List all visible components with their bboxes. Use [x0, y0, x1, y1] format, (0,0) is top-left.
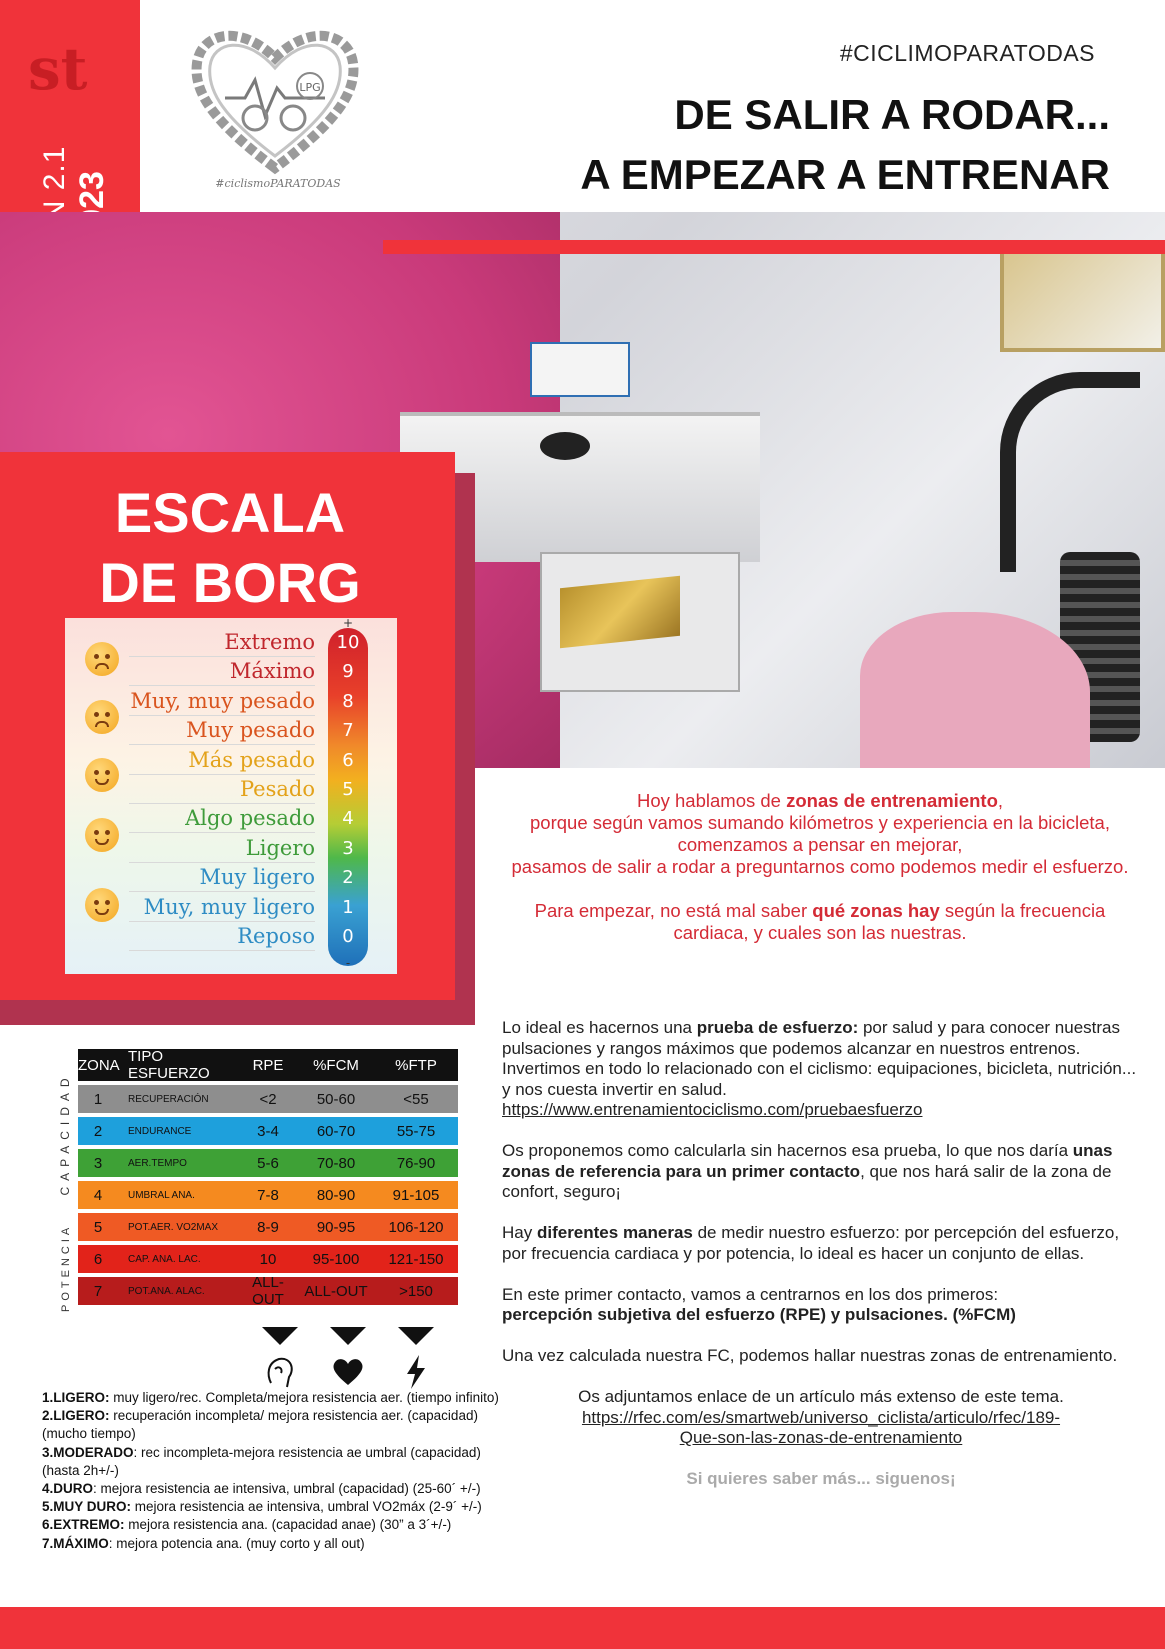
st-logo — [28, 35, 98, 103]
borg-plus: + — [342, 616, 354, 630]
zone-cell-rpe: ALL-OUT — [252, 1274, 284, 1308]
zone-cell-zona: 3 — [93, 1154, 103, 1172]
legend-term: 3.MODERADO — [42, 1444, 134, 1460]
legend-text: muy ligero/rec. Completa/mejora resistencia aer. (tiempo infinito) — [109, 1390, 499, 1405]
legend-text: : mejora resistencia ae intensiva, umbral (capacidad) (25-60´ +/-) — [93, 1481, 481, 1497]
borg-title-line-1: ESCALA — [114, 481, 346, 544]
zone-cell-ftp: 106-120 — [388, 1218, 444, 1236]
borg-level-value: 7 — [342, 720, 354, 742]
legend-term: 2.LIGERO: — [42, 1408, 110, 1424]
zone-cell-ftp: <55 — [403, 1090, 429, 1108]
intro-highlight: qué zonas hay — [812, 900, 940, 921]
body-text: Hay — [502, 1223, 537, 1242]
body-text: , que nos hará salir de la zona de confort, seguro¡ — [502, 1161, 1112, 1201]
legend-term: 5.MUY DURO: — [42, 1499, 132, 1515]
body-text: Os proponemos como calcularla sin hacernos esa prueba, lo que nos daría — [502, 1141, 1073, 1160]
body-paragraph-4 — [502, 1285, 1140, 1326]
legend-item — [42, 1516, 512, 1534]
zone-cell-zona: 7 — [93, 1282, 103, 1300]
photo-red-bar — [383, 240, 1165, 254]
body-text: por salud y para conocer nuestras pulsaciones y rangos máximos que podemos alcanzar en nuestros entrenos. Invertimos en todo lo relacionado con el ciclismo: equipaciones, bicicleta, nutrición... y nos cuesta invertir en salud. — [502, 1018, 1137, 1099]
article-body — [502, 1018, 1140, 1510]
zones-side-label — [58, 1072, 72, 1312]
intro-paragraph-1 — [500, 790, 1140, 878]
gold-package-shape — [560, 576, 680, 649]
zone-cell-rpe: 7-8 — [257, 1186, 279, 1204]
zones-side-label-bottom: CAPACIDAD — [58, 1072, 72, 1196]
zone-cell-fcm: 60-70 — [316, 1122, 356, 1140]
header-rpe: RPE — [252, 1056, 284, 1074]
headline — [580, 85, 1110, 205]
borg-level-value: 0 — [342, 926, 354, 947]
intro-text-part: pasamos de salir a rodar a preguntarnos como podemos medir el esfuerzo. — [511, 856, 1129, 877]
zones-table — [78, 1048, 458, 1308]
body-paragraph-2 — [502, 1141, 1140, 1203]
zone-cell-zona: 2 — [93, 1122, 103, 1140]
intro-paragraph-2 — [500, 900, 1140, 944]
body-bold: percepción subjetiva del esfuerzo (RPE) y pulsaciones. (%FCM) — [502, 1305, 1016, 1324]
body-text: Lo ideal es hacernos una — [502, 1018, 697, 1037]
hashtag: #CICLIMOPARATODAS — [839, 40, 1095, 66]
body-bold: unas zonas de referencia para un primer contacto — [502, 1141, 1113, 1181]
body-paragraph-6 — [502, 1387, 1140, 1449]
zone-cell-zona: 5 — [93, 1218, 103, 1236]
zone-cell-ftp: 76-90 — [396, 1154, 436, 1172]
borg-level-value: 10 — [336, 632, 360, 653]
zone-cell-tipo: UMBRAL ANA. — [128, 1189, 195, 1201]
heart-badge: LPG — [299, 81, 321, 94]
zone-cell-zona: 6 — [93, 1250, 103, 1268]
pink-bag-shape — [860, 612, 1090, 768]
borg-level-divider — [129, 950, 315, 951]
heart-icon — [330, 1352, 366, 1392]
legend-term: 7.MÁXIMO — [42, 1535, 109, 1551]
zone-row-1 — [78, 1085, 458, 1113]
zone-cell-rpe: 5-6 — [257, 1154, 279, 1172]
intro-text-part: porque según vamos sumando kilómetros y experiencia en la bicicleta, comenzamos a pensar en mejorar, — [530, 812, 1110, 855]
legend-text: recuperación incompleta/ mejora resistencia aer. (capacidad) (mucho tiempo) — [42, 1408, 478, 1442]
body-text: En este primer contacto, vamos a centrarnos en los dos primeros: — [502, 1284, 999, 1304]
body-text: de medir nuestro esfuerzo: por percepción del esfuerzo, por frecuencia cardiaca y por potencia, lo ideal es hacer un conjunto de ellas. — [502, 1223, 1120, 1263]
legend-term: 1.LIGERO: — [42, 1390, 110, 1405]
borg-level-value: 8 — [342, 690, 354, 712]
legend-term: 4.DURO — [42, 1481, 94, 1497]
zones-legend — [42, 1389, 512, 1553]
header-tipo: TIPO ESFUERZO — [128, 1048, 210, 1082]
zone-cell-zona: 1 — [93, 1090, 103, 1108]
header-ftp: %FTP — [395, 1056, 437, 1074]
borg-level-label: Reposo — [237, 924, 315, 948]
body-bold: prueba de esfuerzo: — [696, 1018, 859, 1037]
borg-scale-card — [65, 618, 397, 974]
brain-icon — [262, 1352, 298, 1392]
borg-level-label: Ligero — [245, 835, 315, 860]
intro-text — [500, 790, 1140, 966]
lab-device-shape — [530, 342, 630, 397]
intro-text-part: según la frecuencia cardiaca, y cuales son las nuestras. — [673, 900, 1106, 943]
headline-line-1: DE SALIR A RODAR... — [674, 91, 1110, 138]
zone-cell-tipo: AER.TEMPO — [128, 1157, 187, 1169]
zone-cell-ftp: 55-75 — [396, 1122, 436, 1140]
zone-cell-tipo: RECUPERACIÓN — [128, 1093, 209, 1105]
intro-text-part: Para empezar, no está mal saber — [534, 900, 813, 921]
st-logo-text: st — [28, 35, 88, 103]
zone-cell-rpe: <2 — [259, 1090, 277, 1108]
borg-level-label: Muy, muy ligero — [143, 894, 315, 919]
legend-item — [42, 1498, 512, 1516]
legend-item — [42, 1407, 512, 1443]
zone-row-2 — [78, 1117, 458, 1145]
legend-text: mejora resistencia ana. (capacidad anae) (30” a 3´+/-) — [124, 1517, 452, 1533]
borg-level-value: 3 — [342, 837, 354, 859]
intro-highlight: zonas de entrenamiento — [786, 790, 998, 811]
zone-cell-fcm: 95-100 — [312, 1250, 360, 1268]
zone-cell-rpe: 10 — [259, 1250, 277, 1268]
header-fcm: %FCM — [313, 1056, 359, 1074]
zone-cell-tipo: POT.AER. VO2MAX — [128, 1221, 219, 1233]
borg-level-value: 2 — [342, 867, 354, 889]
body-bold: diferentes maneras — [536, 1223, 693, 1242]
rpe-arrow-icon — [262, 1327, 298, 1345]
heart-chain-icon — [185, 18, 365, 178]
zone-cell-tipo: CAP. ANA. LAC. — [128, 1253, 201, 1265]
zone-cell-fcm: 70-80 — [316, 1154, 356, 1172]
zone-row-3 — [78, 1149, 458, 1177]
heart-chain-logo — [185, 18, 365, 193]
borg-level-label: Extremo — [224, 630, 315, 654]
zone-cell-fcm: 90-95 — [316, 1218, 356, 1236]
body-paragraph-3 — [502, 1223, 1140, 1264]
rfec-link-part-2[interactable]: Que-son-las-zonas-de-entrenamiento — [679, 1428, 963, 1447]
legend-text: : mejora potencia ana. (muy corto y all out) — [108, 1535, 365, 1551]
rfec-article-link[interactable] — [582, 1408, 1060, 1448]
borg-level-label: Muy ligero — [199, 865, 315, 890]
borg-level-value: 4 — [342, 808, 354, 830]
zone-cell-zona: 4 — [93, 1186, 103, 1204]
borg-level-label: Pesado — [240, 777, 315, 801]
borg-level-value: 6 — [342, 749, 354, 771]
borg-title — [95, 478, 365, 618]
intro-text-part: Hoy hablamos de — [636, 790, 787, 811]
fcm-arrow-icon — [330, 1327, 366, 1345]
zones-table-header — [78, 1049, 458, 1081]
legend-term: 6.EXTREMO: — [42, 1517, 125, 1533]
legend-item — [42, 1480, 512, 1498]
zones-side-label-top: POTENCIA — [60, 1223, 72, 1312]
zone-row-6 — [78, 1245, 458, 1273]
body-paragraph-1 — [502, 1018, 1140, 1121]
body-paragraph-5: Una vez calculada nuestra FC, podemos hallar nuestras zonas de entrenamiento. — [502, 1346, 1118, 1365]
zone-cell-ftp: 121-150 — [388, 1250, 444, 1268]
prueba-esfuerzo-link[interactable]: https://www.entrenamientociclismo.com/pruebaesfuerzo — [502, 1100, 923, 1119]
zone-row-5 — [78, 1213, 458, 1241]
zone-row-4 — [78, 1181, 458, 1209]
borg-level-label: Máximo — [229, 659, 315, 684]
bottom-red-bar — [0, 1607, 1165, 1649]
zone-cell-rpe: 8-9 — [257, 1218, 279, 1236]
intro-text-part: , — [997, 790, 1004, 811]
borg-level-value: 9 — [342, 661, 354, 683]
ftp-arrow-icon — [398, 1327, 434, 1345]
legend-text: : rec incompleta-mejora resistencia ae umbral (capacidad) (hasta 2h+/-) — [42, 1444, 481, 1478]
legend-text: mejora resistencia ae intensiva, umbral VO2máx (2-9´ +/-) — [131, 1499, 482, 1515]
borg-level-value: 5 — [342, 779, 354, 800]
zone-cell-rpe: 3-4 — [257, 1122, 279, 1140]
borg-level-label: Muy, muy pesado — [130, 688, 315, 713]
lightning-icon — [398, 1352, 434, 1392]
borg-title-line-2: DE BORG — [99, 551, 361, 614]
zone-cell-fcm: 80-90 — [316, 1186, 356, 1204]
zone-cell-ftp: 91-105 — [392, 1186, 440, 1204]
borg-level-label: Algo pesado — [185, 806, 315, 831]
legend-item — [42, 1535, 512, 1553]
body-text: Os adjuntamos enlace de un artículo más extenso de este tema. — [578, 1387, 1064, 1406]
zone-cell-fcm: ALL-OUT — [304, 1282, 368, 1300]
header-zona: ZONA — [78, 1056, 120, 1074]
borg-level-label: Muy pesado — [186, 718, 315, 743]
borg-level-label: Más pesado — [188, 747, 315, 772]
zone-row-7 — [78, 1274, 458, 1308]
bike-handle-shape — [1000, 372, 1140, 572]
legend-item — [42, 1444, 512, 1480]
borg-level-value: 1 — [342, 896, 354, 918]
legend-item — [42, 1389, 512, 1407]
zone-cell-ftp: >150 — [399, 1282, 433, 1300]
heart-caption: #ciclismoPARATODAS — [215, 177, 341, 190]
borg-minus: - — [345, 956, 351, 970]
follow-us-text: Si quieres saber más... siguenos¡ — [686, 1469, 956, 1488]
wall-frame-shape — [1000, 242, 1165, 352]
zone-cell-fcm: 50-60 — [316, 1090, 356, 1108]
headline-line-2: A EMPEZAR A ENTRENAR — [580, 151, 1110, 198]
rfec-link-part-1[interactable]: https://rfec.com/es/smartweb/universo_ciclista/articulo/rfec/189- — [581, 1407, 1061, 1427]
zone-cell-tipo: ENDURANCE — [128, 1125, 192, 1137]
mouse-shape — [540, 432, 590, 460]
zone-cell-tipo: POT.ANA. ALAC. — [128, 1285, 205, 1297]
